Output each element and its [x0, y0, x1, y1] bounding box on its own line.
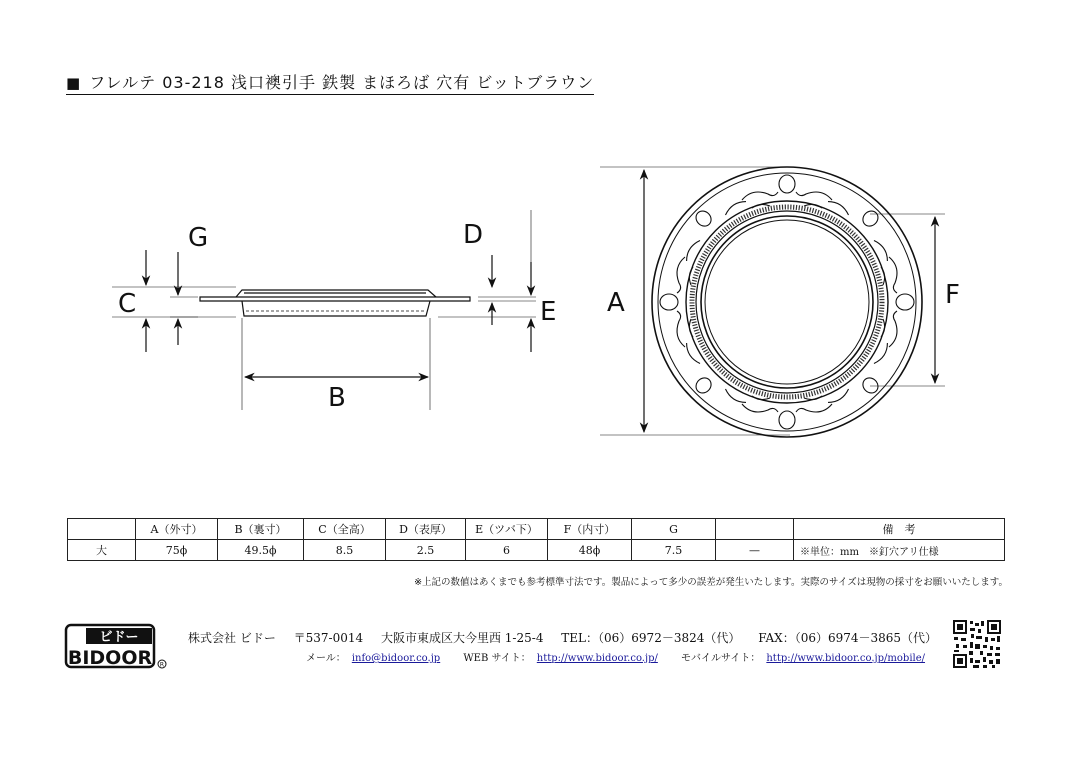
- table-cell: 7.5: [632, 540, 716, 561]
- bidoor-logo: [64, 622, 172, 672]
- web-label: WEB サイト：: [463, 653, 531, 664]
- table-cell: —: [716, 540, 794, 561]
- table-header: F（内寸）: [548, 519, 632, 540]
- table-header: [68, 519, 136, 540]
- table-header: G: [632, 519, 716, 540]
- table-cell: 2.5: [386, 540, 466, 561]
- company-info: [188, 629, 951, 646]
- spec-table: [67, 518, 1005, 561]
- table-header: A（外寸）: [136, 519, 218, 540]
- table-cell: 75ϕ: [136, 540, 218, 561]
- logo-kana: ビドー: [99, 630, 139, 645]
- tel: TEL：（06）6972－3824（代）: [561, 631, 741, 645]
- dim-label-a: A: [607, 288, 625, 318]
- mail-label: メール：: [306, 653, 346, 664]
- table-header-row: [68, 519, 1005, 540]
- logo-text: BIDOOR: [67, 647, 153, 669]
- table-cell: 8.5: [304, 540, 386, 561]
- table-cell-remarks: ※単位：mm ※釘穴アリ仕様: [794, 540, 1005, 561]
- disclaimer-note: ※上記の数値はあくまでも参考標準寸法です。製品によって多少の誤差が発生いたします。実際のサイズは現物の採寸をお願いいたします。: [414, 577, 1008, 588]
- company-name: 株式会社 ビドー: [188, 631, 276, 645]
- table-header: 備 考: [794, 519, 1005, 540]
- contact-links: [306, 649, 945, 664]
- title-marker: ■: [66, 74, 82, 92]
- dim-label-d: D: [463, 220, 484, 250]
- mobile-label: モバイルサイト：: [681, 653, 761, 664]
- table-row: [68, 540, 1005, 561]
- table-header: C（全高）: [304, 519, 386, 540]
- dim-label-g: G: [188, 223, 209, 253]
- dim-label-b: B: [328, 383, 346, 413]
- mobile-link[interactable]: http://www.bidoor.co.jp/mobile/: [766, 653, 926, 664]
- mail-link[interactable]: info@bidoor.co.jp: [351, 653, 441, 664]
- dim-label-c: C: [118, 289, 137, 319]
- table-header: B（裏寸）: [218, 519, 304, 540]
- table-cell: 6: [466, 540, 548, 561]
- fax: FAX：（06）6974－3865（代）: [758, 631, 938, 645]
- svg-text:R: R: [159, 661, 165, 669]
- table-header: E（ツバ下）: [466, 519, 548, 540]
- dim-label-e: E: [540, 297, 557, 327]
- title-text: フレルテ 03-218 浅口襖引手 鉄製 まほろば 穴有 ビットブラウン: [89, 73, 595, 92]
- table-cell: 大: [68, 540, 136, 561]
- address: 大阪市東成区大今里西 1-25-4: [380, 631, 544, 645]
- qr-code-icon: [953, 620, 1001, 668]
- table-cell: 49.5ϕ: [218, 540, 304, 561]
- postal-code: 〒537-0014: [293, 631, 364, 645]
- front-view: [600, 167, 945, 437]
- table-header: D（表厚）: [386, 519, 466, 540]
- table-header: [716, 519, 794, 540]
- table-cell: 48ϕ: [548, 540, 632, 561]
- web-link[interactable]: http://www.bidoor.co.jp/: [536, 653, 658, 664]
- dim-label-f: F: [945, 280, 960, 310]
